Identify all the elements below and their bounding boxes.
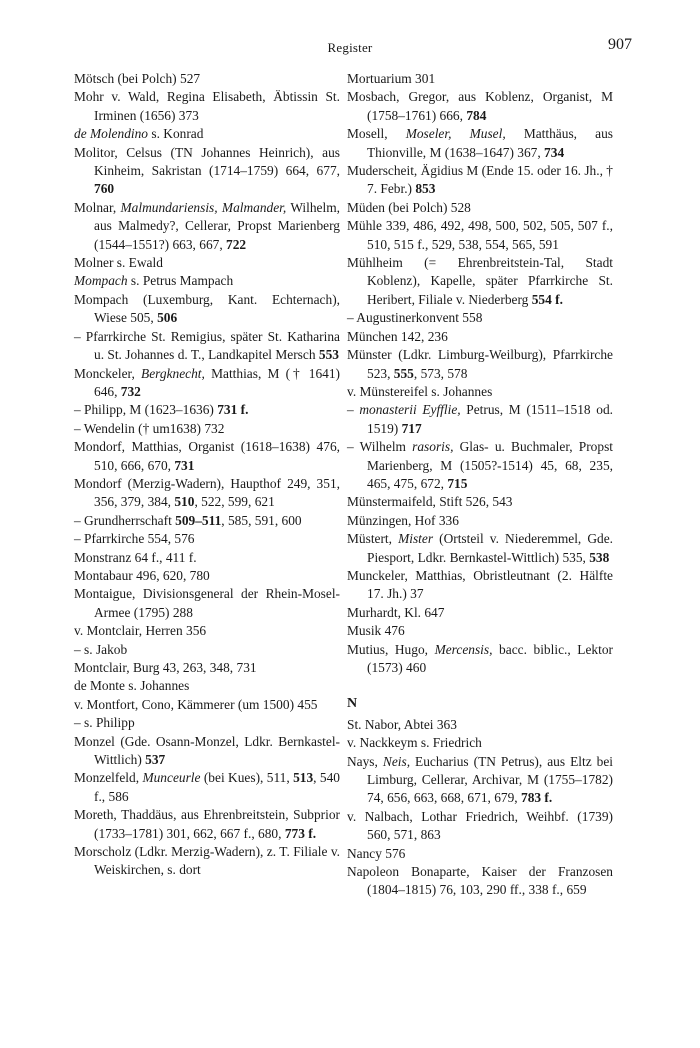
running-title: Register xyxy=(327,40,373,55)
index-entry: v. Nackkeym s. Friedrich xyxy=(347,735,482,751)
index-entry: – Philipp, M (1623–1636) 731 f. xyxy=(74,402,249,418)
index-entry: Napoleon Bonaparte, Kaiser der Franzosen (1804–1815) 76, 103, 290 ff., 338 f., 659 xyxy=(347,864,613,898)
index-entry: Müstert, Mister (Ortsteil v. Niederemmel, Gde. Piesport, Ldkr. Bernkastel-Wittlich) 535, 538 xyxy=(347,531,613,565)
index-entry: v. Montclair, Herren 356 xyxy=(74,623,207,639)
index-entry: Mompach s. Petrus Mampach xyxy=(74,273,234,289)
index-entry: Montabaur 496, 620, 780 xyxy=(74,567,210,583)
index-entry: – Grundherrschaft 509–511, 585, 591, 600 xyxy=(74,512,302,528)
index-entry: Montaigue, Divisionsgeneral der Rhein-Mosel-Armee (1795) 288 xyxy=(74,586,340,620)
index-entry: Morscholz (Ldkr. Merzig-Wadern), z. T. Filiale v. Weiskirchen, s. dort xyxy=(74,844,340,878)
index-entry: Monzel (Gde. Osann-Monzel, Ldkr. Bernkastel-Wittlich) 537 xyxy=(74,733,340,768)
index-entry: Münzingen, Hof 336 xyxy=(347,512,459,528)
index-column-left xyxy=(74,70,340,880)
index-entry: Mondorf, Matthias, Organist (1618–1638) 476, 510, 666, 670, 731 xyxy=(74,439,340,473)
index-entry: Montclair, Burg 43, 263, 348, 731 xyxy=(74,660,257,675)
index-entry: Musik 476 xyxy=(347,623,405,639)
index-entry: – monasterii Eyfflie, Petrus, M (1511–1518 od. 1519) 717 xyxy=(347,402,613,436)
index-entry: Mühlheim (= Ehrenbreitstein-Tal, Stadt Koblenz), Kapelle, später Pfarrkirche St. Heribert, Filiale v. Niederberg 554 f. xyxy=(347,255,613,307)
index-entry: München 142, 236 xyxy=(347,328,448,344)
index-entries-m xyxy=(347,70,613,677)
index-entry: – s. Philipp xyxy=(74,715,135,731)
index-entry: – Wilhelm rasoris, Glas- u. Buchmaler, Propst Marienberg, M (1505?-1514) 45, 68, 235, 465, 475, 672, 715 xyxy=(347,439,614,491)
index-entry: Mompach (Luxemburg, Kant. Echternach), Wiese 505, 506 xyxy=(74,291,340,326)
index-entry: Monckeler, Bergknecht, Matthias, M († 1641) 646, 732 xyxy=(74,365,340,399)
index-entry: v. Münstereifel s. Johannes xyxy=(347,383,493,399)
index-entry: v. Montfort, Cono, Kämmerer (um 1500) 455 xyxy=(74,696,318,712)
index-entry: – s. Jakob xyxy=(74,641,128,657)
index-entry: de Monte s. Johannes xyxy=(74,678,190,694)
index-entry: Mosell, Moseler, Musel, Matthäus, aus Thionville, M (1638–1647) 367, 734 xyxy=(347,126,613,160)
index-entry: Mondorf (Merzig-Wadern), Haupthof 249, 351, 356, 379, 384, 510, 522, 599, 621 xyxy=(74,475,340,510)
index-entry: Monstranz 64 f., 411 f. xyxy=(74,549,197,565)
index-entry: Munckeler, Matthias, Obristleutnant (2. Hälfte 17. Jh.) 37 xyxy=(347,567,613,602)
index-entry: Müden (bei Polch) 528 xyxy=(347,199,471,215)
index-entry: Mohr v. Wald, Regina Elisabeth, Äbtissin St. Irminen (1656) 373 xyxy=(74,89,340,123)
index-entry: – Pfarrkirche 554, 576 xyxy=(74,531,195,547)
index-entry: Nays, Neis, Eucharius (TN Petrus), aus Eltz bei Limburg, Cellerar, Archivar, M (1755–1782) 74, 656, 663, 668, 671, 679, 783 f. xyxy=(347,753,614,806)
index-entry: de Molendino s. Konrad xyxy=(74,126,204,142)
letter-heading: N xyxy=(347,696,358,712)
index-entry: Moreth, Thaddäus, aus Ehrenbreitstein, Subprior (1733–1781) 301, 662, 667 f., 680, 773 f. xyxy=(74,807,340,841)
index-entry: – Wendelin († um1638) 732 xyxy=(74,420,225,436)
index-column-right xyxy=(347,70,613,900)
index-entry: Mortuarium 301 xyxy=(347,71,436,86)
index-entries-n xyxy=(347,716,613,900)
index-entry: Monzelfeld, Munceurle (bei Kues), 511, 513, 540 f., 586 xyxy=(74,770,340,804)
index-entry: v. Nalbach, Lothar Friedrich, Weihbf. (1739) 560, 571, 863 xyxy=(347,808,613,843)
index-entry: Mutius, Hugo, Mercensis, bacc. biblic., Lektor (1573) 460 xyxy=(347,641,613,675)
index-entry: St. Nabor, Abtei 363 xyxy=(347,716,457,732)
index-entry: Mosbach, Gregor, aus Koblenz, Organist, M (1758–1761) 666, 784 xyxy=(347,89,613,123)
index-entry: Murhardt, Kl. 647 xyxy=(347,604,445,620)
index-entry: Molner s. Ewald xyxy=(74,255,163,271)
index-entry: Molnar, Malmundariensis, Malmander, Wilhelm, aus Malmedy?, Cellerar, Propst Marienberg (1544–1551?) 663, 667, 722 xyxy=(74,199,340,252)
index-entry: Molitor, Celsus (TN Johannes Heinrich), aus Kinheim, Sakristan (1714–1759) 664, 677, 760 xyxy=(74,144,340,197)
index-entry: Münster (Ldkr. Limburg-Weilburg), Pfarrkirche 523, 555, 573, 578 xyxy=(347,347,613,381)
index-entry: Mühle 339, 486, 492, 498, 500, 502, 505, 507 f., 510, 515 f., 529, 538, 554, 565, 591 xyxy=(347,218,613,252)
index-entry: – Pfarrkirche St. Remigius, später St. Katharina u. St. Johannes d. T., Landkapitel Mersch 553 xyxy=(74,328,340,363)
index-entry: – Augustinerkonvent 558 xyxy=(347,310,483,326)
index-entry: Muderscheit, Ägidius M (Ende 15. oder 16. Jh., † 7. Febr.) 853 xyxy=(347,163,613,197)
index-entry: Münstermaifeld, Stift 526, 543 xyxy=(347,494,513,510)
page-number: 907 xyxy=(608,36,632,53)
index-entry: Mötsch (bei Polch) 527 xyxy=(74,71,201,86)
index-entry: Nancy 576 xyxy=(347,845,406,861)
